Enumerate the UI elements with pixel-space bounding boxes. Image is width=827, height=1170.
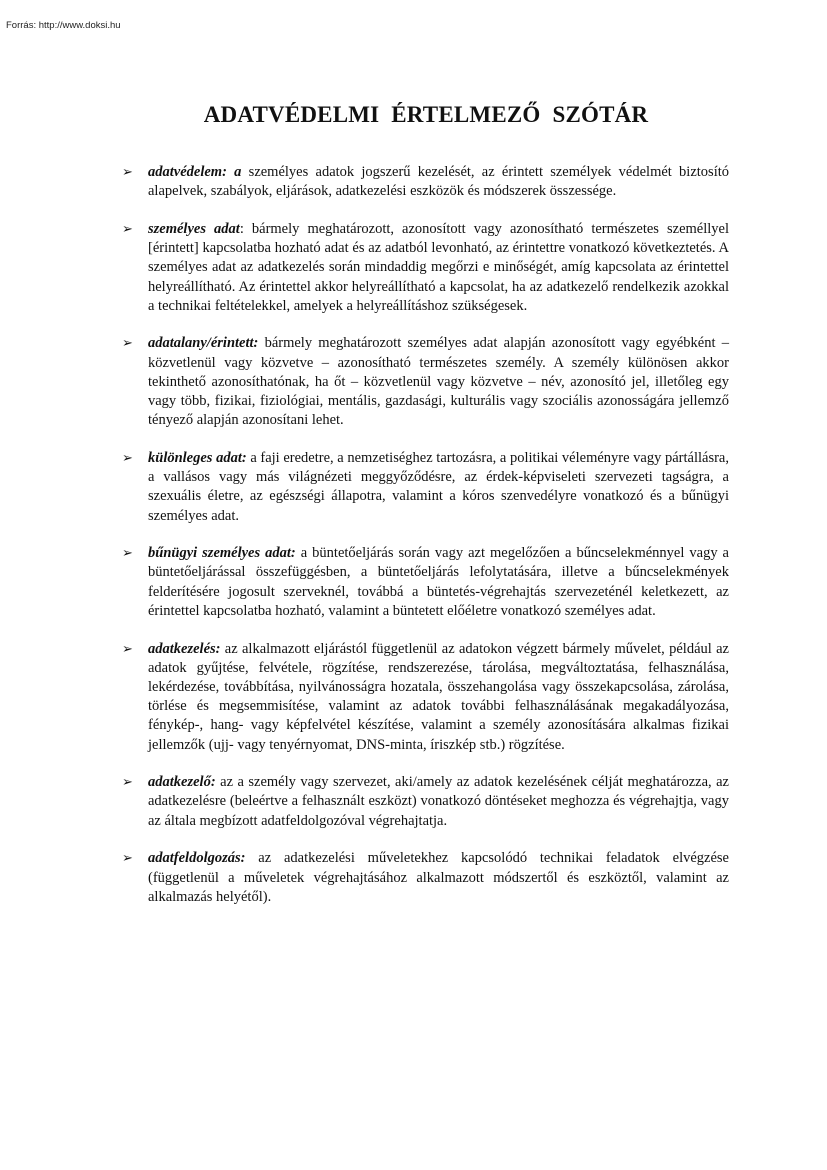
definition-item (122, 334, 729, 430)
definition-text: : bármely meghatározott, azonosított vagy azonosítható természetes személlyel [érintett] kapcsolatba hozható adat és az adatból levonható, az érintettre vonatkozó következtetés. A személyes adat az adatkezelés során mindaddig megőrzi e minőségét, amíg kapcsolata az érintettel helyreállítható. Az érintettel akkor helyreállítható a kapcsolat, ha az adatkezelő rendelkezik azokkal a technikai feltételekkel, amelyek a helyreállításhoz szükségesek. (148, 220, 729, 314)
definition-text: a faji eredetre, a nemzetiséghez tartozásra, a politikai véleményre vagy pártállásra, a vallásos vagy más világnézeti meggyőződésre, az érdek-képviseleti szervezeti tagságra, a szexuális életre, az egészségi állapotra, valamint a kóros szenvedélyre vonatkozó és a bűnügyi személyes adat. (148, 449, 729, 524)
arrow-bullet-icon: ➢ (122, 851, 133, 867)
definition-term: adatkezelő: (148, 774, 216, 791)
definition-item (122, 220, 729, 316)
definition-term: különleges adat: (148, 449, 247, 466)
definition-text: személyes adatok jogszerű kezelését, az érintett személyek védelmét biztosító alapelvek, szabályok, eljárások, adatkezelési eszközök és módszerek összessége. (148, 164, 729, 200)
definition-text: az alkalmazott eljárástól függetlenül az adatokon végzett bármely művelet, például az adatok gyűjtése, felvétele, rögzítése, rendszerezése, tárolása, megváltoztatása, felhasználása, lekérdezése, továbbítása, nyilvánosságra hozatala, összehangolása vagy összekapcsolása, zárolása, törlése és megsemmisítése, valamint az adatok további felhasználásának megakadályozása, fénykép-, hang- vagy képfelvétel készítése, valamint a személy azonosítására alkalmas fizikai jellemzők (ujj- vagy tenyérnyomat, DNS-minta, íriszkép stb.) rögzítése. (148, 640, 729, 753)
arrow-bullet-icon: ➢ (122, 336, 133, 352)
definition-text: az a személy vagy szervezet, aki/amely az adatok kezelésének célját meghatározza, az adatkezelésre (beleértve a felhasznált eszközt) vonatkozó döntéseket meghozza és végrehajtja, vagy az általa megbízott adatfeldolgozóval végrehajtatja. (148, 774, 729, 829)
definition-item (122, 163, 729, 201)
arrow-bullet-icon: ➢ (122, 775, 133, 791)
definition-text: az adatkezelési műveletekhez kapcsolódó technikai feladatok elvégzése (függetlenül a műveletek végrehajtásához alkalmazott módszertől és eszköztől, valamint az alkalmazás helyétől). (148, 850, 729, 905)
definition-text: bármely meghatározott személyes adat alapján azonosított vagy egyébként – közvetlenül vagy közvetve – azonosítható természetes személy. A személy különösen akkor tekinthető azonosíthatónak, ha őt – közvetlenül vagy közvetve – név, azonosító jel, illetőleg egy vagy több, fizikai, fiziológiai, mentális, gazdasági, kulturális vagy szociális azonosságára jellemző tényező alapján azonosítani lehet. (148, 335, 729, 429)
definition-item (122, 544, 729, 621)
definition-item (122, 449, 729, 526)
definition-term: adatfeldolgozás: (148, 850, 246, 867)
definition-text: a büntetőeljárás során vagy azt megelőzően a bűncselekménnyel vagy a büntetőeljárással összefüggésben, a büntetőeljárás lefolytatására, illetve a bűncselekmények felderítésére jogosult szerveknél, továbbá a büntetés-végrehajtás szervezeténél keletkezett, az érintettel kapcsolatba hozható, valamint a büntetett előéletre vonatkozó személyes adat. (148, 545, 729, 619)
definition-term: adatvédelem: a (148, 164, 242, 180)
definition-term: személyes adat (148, 220, 240, 237)
arrow-bullet-icon: ➢ (122, 641, 133, 657)
arrow-bullet-icon: ➢ (122, 221, 133, 237)
definition-item (122, 640, 729, 755)
arrow-bullet-icon: ➢ (122, 165, 133, 180)
definition-term: bűnügyi személyes adat: (148, 545, 296, 562)
arrow-bullet-icon: ➢ (122, 546, 133, 562)
source-note: Forrás: http://www.doksi.hu (6, 20, 121, 31)
arrow-bullet-icon: ➢ (122, 450, 133, 466)
definition-list (122, 163, 729, 926)
definition-item (122, 849, 729, 907)
definition-item (122, 773, 729, 831)
definition-term: adatkezelés: (148, 640, 221, 657)
definition-term: adatalany/érintett: (148, 335, 259, 352)
page-title: ADATVÉDELMI ÉRTELMEZŐ SZÓTÁR (203, 102, 649, 127)
